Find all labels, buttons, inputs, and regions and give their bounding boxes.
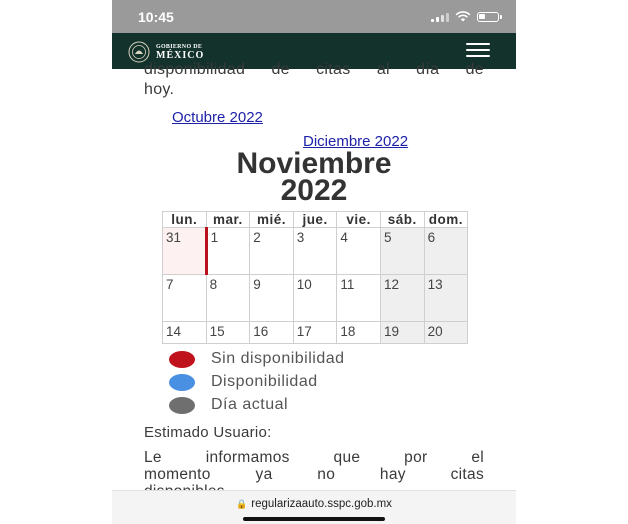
gov-logo-text [156,44,204,61]
coat-of-arms-icon [128,41,150,63]
calendar-day-cell[interactable]: 19 [380,322,424,344]
calendar-day-cell[interactable]: 9 [250,275,294,322]
calendar-day-cell[interactable]: 14 [163,322,207,344]
lock-icon: 🔒 [236,499,248,509]
browser-url-bar[interactable] [112,490,516,524]
calendar-day-cell[interactable]: 20 [424,322,468,344]
weekday-tue: mar. [206,212,250,228]
url-display[interactable] [112,498,516,510]
intro-text-line2: hoy. [144,81,175,98]
calendar-day-cell[interactable]: 16 [250,322,294,344]
weekday-header-row [163,212,468,228]
status-time: 10:45 [138,9,174,25]
calendar-day-cell[interactable]: 3 [293,228,337,275]
battery-cap-icon [500,15,502,19]
calendar-day-cell[interactable]: 10 [293,275,337,322]
page-content [112,61,516,490]
status-bar [112,0,516,33]
calendar-week-row [163,228,468,275]
weekday-thu: jue. [293,212,337,228]
phone-screen [112,0,516,524]
legend-today-dot-icon [169,397,195,414]
calendar-day-cell[interactable]: 2 [250,228,294,275]
wifi-icon [455,11,471,22]
calendar-day-cell[interactable]: 31 [163,228,207,275]
calendar-week-row [163,275,468,322]
battery-icon [477,12,499,22]
next-month-link[interactable]: Diciembre 2022 [303,133,409,150]
calendar-day-cell[interactable]: 17 [293,322,337,344]
intro-text-line1: disponibilidad de citas al día de [144,61,484,78]
weekday-sun: dom. [424,212,468,228]
calendar-day-cell[interactable]: 12 [380,275,424,322]
calendar-day-cell[interactable]: 11 [337,275,381,322]
hamburger-menu-icon[interactable] [466,43,490,57]
status-icons [431,11,502,22]
home-indicator[interactable] [243,517,385,521]
calendar-day-cell[interactable]: 18 [337,322,381,344]
legend-available-dot-icon [169,374,195,391]
legend-today-label: Día actual [211,396,289,413]
calendar-day-cell[interactable]: 4 [337,228,381,275]
weekday-wed: mié. [250,212,294,228]
gov-logo-line1: GOBIERNO DE [156,43,203,50]
legend-unavailable-label: Sin disponibilidad [211,350,345,367]
weekday-sat: sáb. [380,212,424,228]
legend-unavailable-dot-icon [169,351,195,368]
signal-icon [431,12,449,22]
url-text: regularizaauto.sspc.gob.mx [251,498,392,510]
calendar-title-year: 2022 [280,174,348,207]
calendar-day-cell[interactable]: 15 [206,322,250,344]
calendar-day-cell[interactable]: 5 [380,228,424,275]
calendar-day-cell[interactable]: 13 [424,275,468,322]
calendar-day-cell-today[interactable]: 1 [206,228,250,275]
prev-month-link[interactable]: Octubre 2022 [172,109,263,126]
message-line2: momento ya no hay citas [144,466,484,483]
greeting-text: Estimado Usuario: [144,424,272,441]
message-line1: Le informamos que por el [144,449,484,466]
calendar-day-cell[interactable]: 6 [424,228,468,275]
gov-logo-line2: MÉXICO [156,49,205,61]
weekday-mon: lun. [163,212,207,228]
calendar-day-cell[interactable]: 7 [163,275,207,322]
calendar-title [172,147,456,207]
weekday-fri: vie. [337,212,381,228]
gov-logo[interactable] [128,41,204,63]
calendar-week-row [163,322,468,344]
legend-available-label: Disponibilidad [211,373,318,390]
calendar-title-month: Noviembre [236,147,392,180]
calendar-day-cell[interactable]: 8 [206,275,250,322]
calendar-grid [162,211,468,344]
